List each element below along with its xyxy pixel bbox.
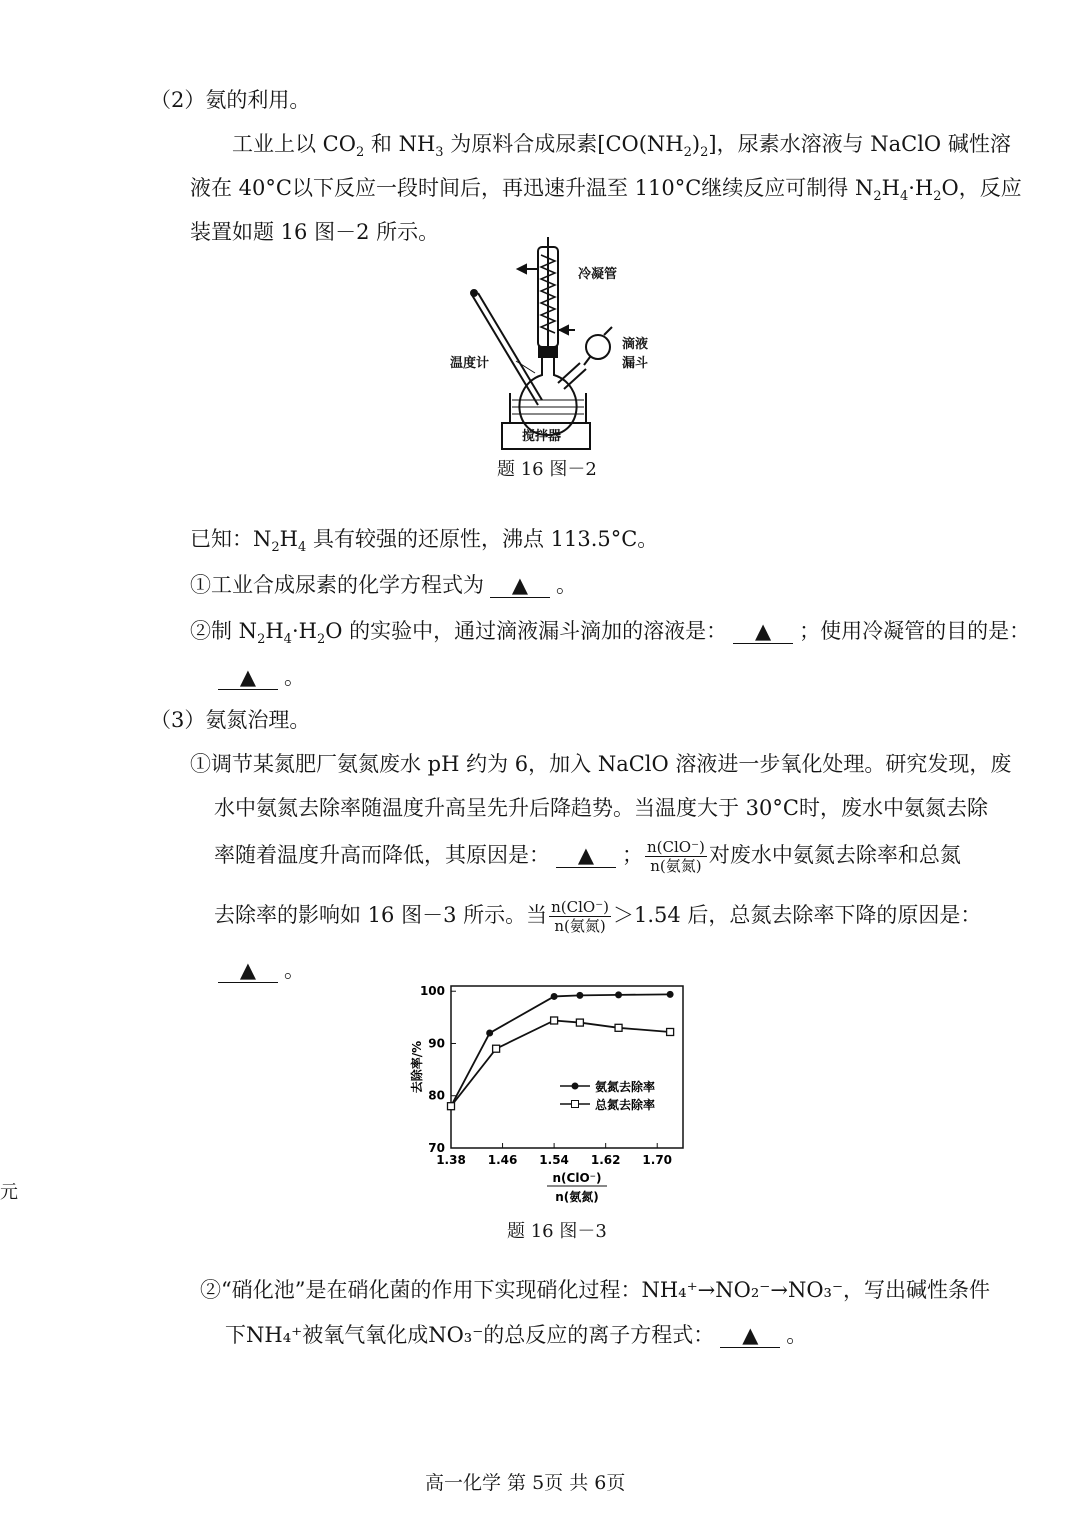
x-tick-label: 1.70 bbox=[642, 1153, 673, 1167]
y-tick-label: 80 bbox=[428, 1088, 445, 1103]
page-footer: 高一化学 第 5页 共 6页 bbox=[425, 1472, 626, 1494]
y-tick-label: 90 bbox=[428, 1036, 445, 1051]
question-3-2-line-2: 下NH₄⁺被氧气氧化成NO₃⁻的总反应的离子方程式： ▲ 。 bbox=[225, 1323, 808, 1347]
data-point bbox=[615, 991, 622, 998]
y-axis-label: 去除率/% bbox=[410, 1040, 424, 1094]
question-3-1-line-2: 水中氨氮去除率随温度升高呈先升后降趋势。当温度大于 30°C时，废水中氨氮去除 bbox=[214, 796, 988, 820]
y-tick-label: 100 bbox=[419, 984, 445, 999]
answer-blank[interactable]: ▲ bbox=[556, 843, 616, 868]
answer-blank[interactable]: ▲ bbox=[490, 573, 550, 598]
question-3-1-line-4: 去除率的影响如 16 图－3 所示。当 $\frac{\text{n(ClO⁻)}}{\text{n(氨氮)}}$ ＞1.54 后，总氮去除率下降的原因是： bbox=[214, 898, 982, 935]
plot-frame bbox=[451, 986, 683, 1148]
section-2-paragraph-line-2: 液在 40°C以下反应一段时间后，再迅速升温至 110°C继续反应可制得 $N_2H_4\cdot H_2O$，反应 bbox=[190, 176, 1022, 205]
legend-marker bbox=[572, 1083, 579, 1090]
x-tick-label: 1.62 bbox=[590, 1153, 621, 1167]
question-2-2-cont: ▲ 。 bbox=[212, 662, 305, 692]
x-axis-label-numerator: n(ClO⁻) bbox=[552, 1171, 602, 1185]
x-tick-label: 1.54 bbox=[539, 1153, 569, 1167]
legend-label: 总氮去除率 bbox=[595, 1098, 656, 1112]
x-tick-label: 1.46 bbox=[487, 1153, 518, 1167]
legend-label: 氨氮去除率 bbox=[595, 1080, 656, 1094]
data-point bbox=[448, 1103, 455, 1110]
section-2-paragraph-line-3: 装置如题 16 图－2 所示。 bbox=[190, 220, 440, 244]
x-axis-label-denominator: n(氨氮) bbox=[555, 1190, 599, 1204]
known-statement: 已知：$N_2H_4$ 具有较强的还原性，沸点 113.5°C。 bbox=[190, 527, 659, 556]
question-2-2: ②制 $N_2H_4\cdot H_2O$ 的实验中，通过滴液漏斗滴加的溶液是： ▲ ；使用冷凝管的目的是： bbox=[190, 619, 1031, 648]
removal-rate-chart bbox=[405, 978, 705, 1213]
data-point bbox=[576, 992, 583, 999]
label-funnel-1: 滴液 bbox=[622, 337, 649, 352]
data-point bbox=[486, 1030, 493, 1037]
label-condenser: 冷凝管 bbox=[578, 267, 618, 282]
data-point bbox=[667, 991, 674, 998]
y-tick-label: 70 bbox=[428, 1141, 445, 1155]
edge-mark: 元 bbox=[0, 1182, 18, 1203]
answer-blank[interactable]: ▲ bbox=[733, 619, 793, 644]
section-3-heading: （3）氨氮治理。 bbox=[150, 708, 311, 732]
figure-3-caption: 题 16 图－3 bbox=[507, 1221, 607, 1242]
label-thermometer: 温度计 bbox=[450, 356, 490, 371]
section-2-paragraph-line-1: 工业上以 $CO_2$ 和 $NH_3$ 为原料合成尿素$[CO(NH_2)_2]$，尿素水溶液与 NaClO 碱性溶 bbox=[232, 132, 1011, 161]
label-funnel-2: 漏斗 bbox=[622, 356, 649, 371]
question-3-2-line-1: ②“硝化池”是在硝化菌的作用下实现硝化过程：NH₄⁺→NO₂⁻→NO₃⁻，写出碱性条件 bbox=[200, 1278, 991, 1302]
label-stirrer: 搅拌器 bbox=[522, 429, 562, 444]
data-point bbox=[493, 1045, 500, 1052]
question-3-1-line-3: 率随着温度升高而降低，其原因是： ▲ ； $\frac{\text{n(ClO⁻)}}{\text{n(氨氮)}}$ 对废水中氨氮去除率和总氮 bbox=[214, 838, 961, 875]
question-3-1-line-1: ①调节某氮肥厂氨氮废水 pH 约为 6，加入 NaClO 溶液进一步氧化处理。研究发现，废 bbox=[190, 752, 1012, 776]
answer-blank[interactable]: ▲ bbox=[720, 1323, 780, 1348]
data-point bbox=[551, 993, 558, 1000]
data-point bbox=[551, 1017, 558, 1024]
answer-blank[interactable]: ▲ bbox=[218, 958, 278, 983]
ratio-fraction: $\frac{\text{n(ClO⁻)}}{\text{n(氨氮)}}$ bbox=[551, 898, 609, 935]
data-point bbox=[667, 1028, 674, 1035]
figure-2-caption: 题 16 图－2 bbox=[497, 459, 597, 480]
section-2-heading: （2）氨的利用。 bbox=[150, 88, 311, 112]
data-point bbox=[576, 1019, 583, 1026]
x-tick-label: 1.38 bbox=[436, 1153, 466, 1167]
data-point bbox=[615, 1024, 622, 1031]
question-3-1-line-5: ▲ 。 bbox=[212, 955, 305, 985]
question-2-1: ①工业合成尿素的化学方程式为 ▲ 。 bbox=[190, 573, 577, 597]
legend-marker bbox=[572, 1101, 579, 1108]
answer-blank[interactable]: ▲ bbox=[218, 665, 278, 690]
ratio-fraction: $\frac{\text{n(ClO⁻)}}{\text{n(氨氮)}}$ bbox=[647, 838, 705, 875]
